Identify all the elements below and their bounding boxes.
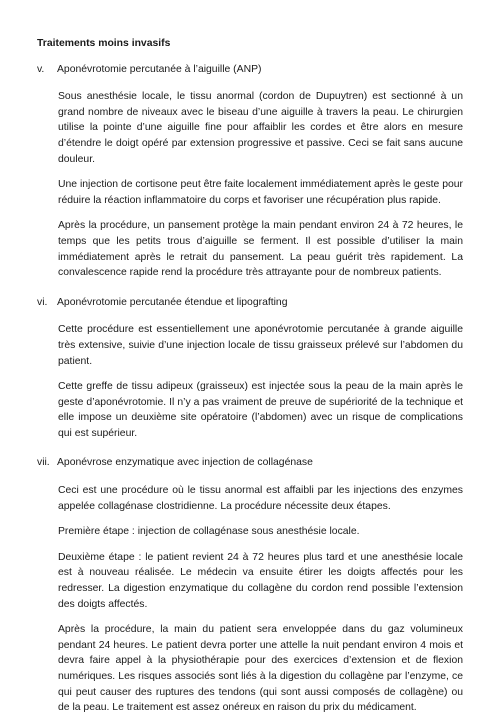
paragraph: Après la procédure, la main du patient sera enveloppée dans du gaz volumineux pendant 24 heures. Le patient devra porter une attelle la nuit pendant environ 4 mois et devra faire appel à la physiothérapie pour des exercices d’extension et de flexion numériques. Les risques associés sont liés à la digestion du collagène par l’enzyme, ce qui peut causer des ruptures des tendons (qui sont aussi composés de collagène) ou de la peau. Le traitement est assez onéreux en raison du prix du médicament. — [58, 624, 463, 714]
paragraph: Sous anesthésie locale, le tissu anormal (cordon de Dupuytren) est sectionné à un grand nombre de niveaux avec le biseau d’une aiguille à travers la peau. Le chirurgien utilise la pointe d’une aiguille fine pour affaiblir les cordes et être alors en mesure d’étendre le doigt opéré par extension progressive et passive. Ceci se fait sans aucune douleur. — [58, 91, 463, 165]
treatment-item-collagenase — [37, 455, 463, 715]
section-title: Traitements moins invasifs — [37, 38, 171, 49]
item-number: v. — [37, 63, 45, 75]
item-title: Aponévrotomie percutanée étendue et lipografting — [57, 296, 288, 308]
item-number: vii. — [37, 457, 50, 469]
paragraph: Une injection de cortisone peut être faite localement immédiatement après le geste pour réduire la réaction inflammatoire du corps et favoriser une récupération plus rapide. — [58, 179, 463, 206]
paragraph: Après la procédure, un pansement protège la main pendant environ 24 à 72 heures, le temps que les petits trous d’aiguille se ferment. Il est possible d’utiliser la main immédiatement après le retrait du pansement. La peau guérit très rapidement. La convalescence rapide rend la procédure très attrayante pour de nombreux patients. — [58, 220, 463, 279]
item-heading — [37, 62, 463, 78]
item-heading — [37, 295, 463, 311]
paragraph: Ceci est une procédure où le tissu anormal est affaibli par les injections des enzymes appelée collagénase clostridienne. La procédure nécessite deux étapes. — [58, 485, 463, 512]
treatment-item-anp — [37, 62, 463, 281]
item-heading — [37, 455, 463, 471]
paragraph: Première étape : injection de collagénase sous anesthésie locale. — [58, 526, 360, 538]
item-title: Aponévrotomie percutanée à l’aiguille (ANP) — [57, 63, 262, 75]
treatment-item-lipografting — [37, 295, 463, 442]
document-page — [37, 36, 463, 726]
item-number: vi. — [37, 296, 48, 308]
item-title: Aponévrose enzymatique avec injection de collagénase — [57, 457, 313, 469]
paragraph: Deuxième étape : le patient revient 24 à 72 heures plus tard et une anesthésie locale est à nouveau réalisée. Le médecin va ensuite étirer les doigts affectés pour les redresser. La digestion enzymatique du collagène du cordon rend possible l’extension des doigts affectés. — [58, 551, 463, 610]
paragraph: Cette greffe de tissu adipeux (graisseux) est injectée sous la peau de la main après le geste d’aponévrotomie. Il n’y a pas vraiment de preuve de supériorité de la technique et elle impose un deuxième site opératoire (l’abdomen) avec un risque de complications qui est supérieur. — [58, 381, 463, 439]
paragraph: Cette procédure est essentiellement une aponévrotomie percutanée à grande aiguille très extensive, suivie d’une injection locale de tissu graisseux prélevé sur l’abdomen du patient. — [58, 324, 463, 367]
